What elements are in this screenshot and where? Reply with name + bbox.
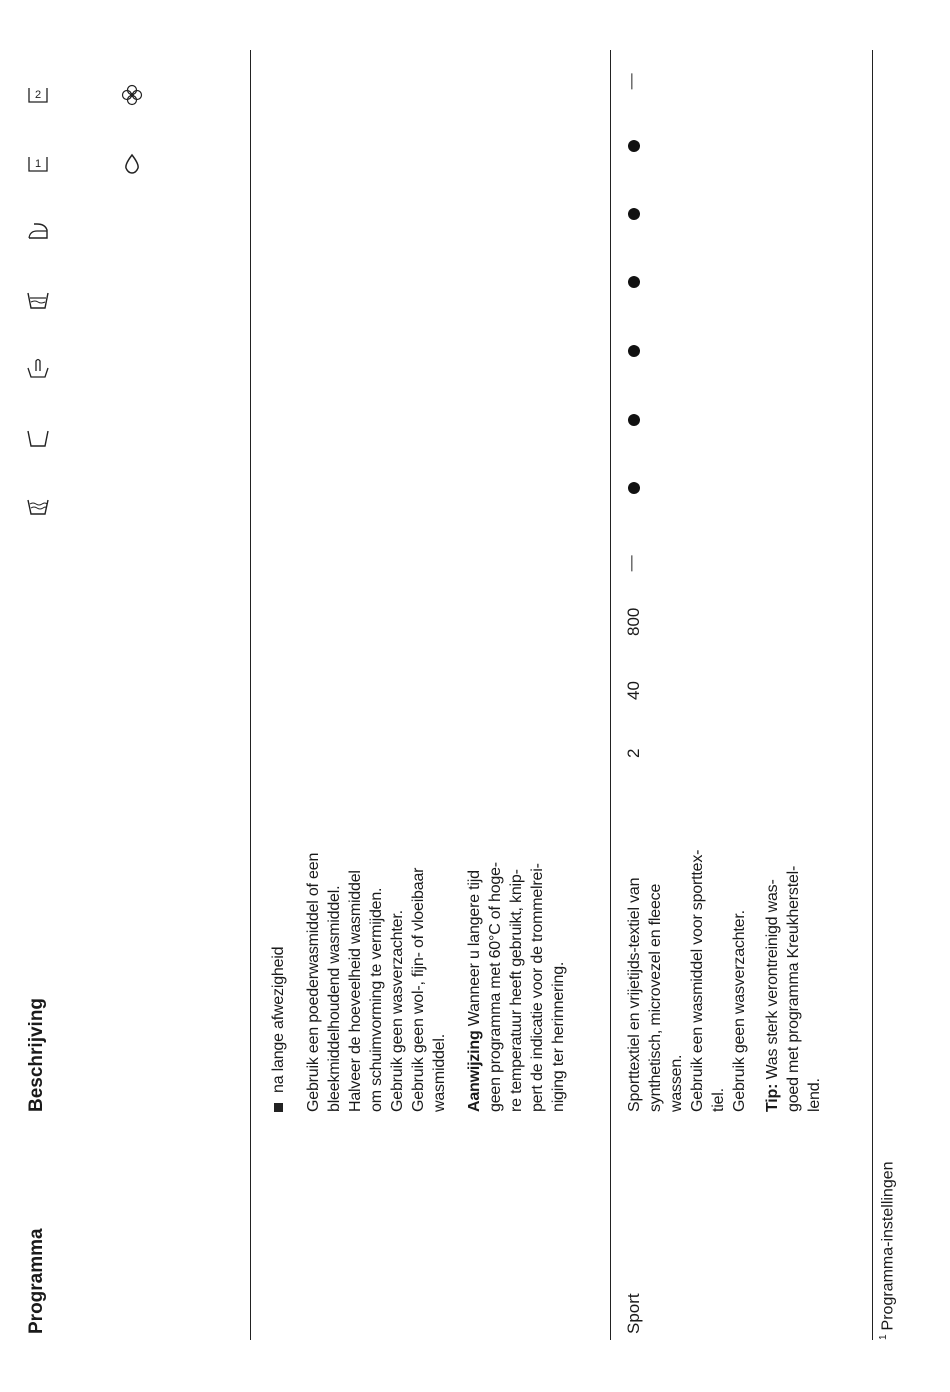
option-1-icon — [24, 150, 52, 178]
sport-option-dot-6 — [628, 140, 640, 152]
sport-load: 2 — [624, 748, 643, 758]
rotated-program-table — [20, 50, 910, 1340]
sport-description: Sporttextiel en vrijetijds-textiel van synthetisch, microvezel en fleece wassen. Gebruik een wasmiddel voor sporttex- tiel. Gebruik geen wasverzachter. Tip: Was sterk verontreinigd was- goed met programma Kreukherstel- lend. — [624, 762, 825, 1112]
program-name-sport: Sport — [624, 1293, 643, 1334]
bullet-item: na lange afwezigheid — [268, 762, 289, 1112]
hand-wash-icon — [24, 355, 52, 383]
wash-tub-icon — [24, 424, 52, 452]
continued-description — [268, 762, 569, 1112]
table-bottom-line — [872, 50, 873, 1340]
option-2-icon — [24, 81, 52, 109]
svg-text:1: 1 — [34, 158, 42, 170]
sport-col4-dash — [631, 555, 632, 571]
sport-temperature: 40 — [624, 681, 643, 700]
sport-option-dot-2 — [628, 414, 640, 426]
svg-text:2: 2 — [34, 89, 42, 101]
flower-icon — [118, 81, 146, 109]
iron-icon — [24, 218, 52, 246]
sport-option-dot-4 — [628, 276, 640, 288]
header-programma: Programma — [26, 1228, 47, 1334]
header-divider — [250, 50, 251, 1340]
sport-spin: 800 — [624, 607, 643, 636]
footnote: $^1$Programma-instellingen — [878, 1161, 897, 1340]
sport-option-dot-3 — [628, 345, 640, 357]
drop-icon — [118, 150, 146, 178]
sport-option-dot-1 — [628, 482, 640, 494]
sport-option-dot-5 — [628, 208, 640, 220]
bullet-square — [274, 1103, 283, 1112]
row-divider — [610, 50, 611, 1340]
sport-option-dash-7 — [631, 73, 632, 89]
note-paragraph: Aanwijzing Wanneer u langere tijd geen programma met 60°C of hoge- re temperatuur heeft gebruikt, knip- pert de indicatie voor de trommelrei- niging ter herinnering. — [466, 862, 567, 1112]
wash-with-water-lines-icon — [24, 492, 52, 520]
header-beschrijving: Beschrijving — [26, 997, 47, 1112]
gentle-wash-icon — [24, 286, 52, 314]
tip-paragraph: Tip: Was sterk verontreinigd was- goed met programma Kreukherstel- lend. — [764, 865, 823, 1112]
paragraph-1: Gebruik een poederwasmiddel of een bleekmiddelhoudend wasmiddel. Halveer de hoeveelheid wasmiddel om schuimvorming te vermijden. Gebruik geen wasverzachter. Gebruik geen wol-, fijn- of vloeibaar wasmiddel. — [305, 852, 448, 1112]
